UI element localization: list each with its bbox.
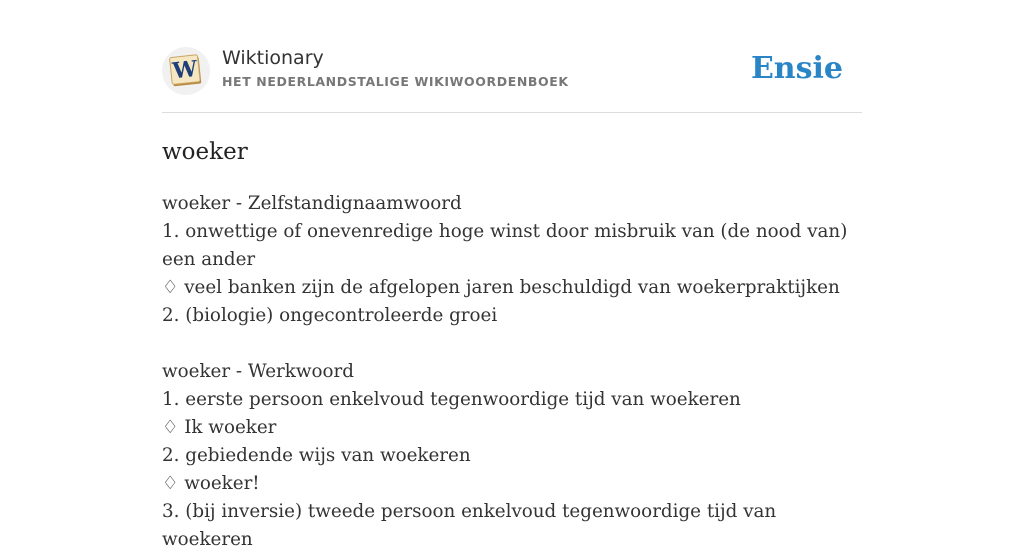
section-spacer (162, 330, 862, 358)
example-line: ♢ veel banken zijn de afgelopen jaren beschuldigd van woekerpraktijken (162, 277, 840, 298)
wiktionary-logo-icon[interactable] (162, 47, 210, 95)
definition-line: 2. (biologie) ongecontroleerde groei (162, 305, 498, 326)
example-line: ♢ Ik woeker (162, 417, 277, 438)
definition-line: 1. eerste persoon enkelvoud tegenwoordige tijd van woekeren (162, 389, 741, 410)
page (162, 0, 862, 550)
page-title: woeker (162, 139, 248, 165)
section-heading: woeker - Zelfstandignaamwoord (162, 193, 462, 214)
definition-section-noun (162, 190, 862, 330)
site-header (162, 0, 862, 113)
ensie-brand-link[interactable]: Ensie (750, 51, 843, 86)
definition-line: 3. (bij inversie) tweede persoon enkelvoud tegenwoordige tijd van woekeren (162, 501, 777, 550)
definition-line: 1. onwettige of onevenredige hoge winst door misbruik van (de nood van) een ander (162, 221, 848, 270)
site-title[interactable]: Wiktionary (222, 47, 324, 69)
site-subtitle: HET NEDERLANDSTALIGE WIKIWOORDENBOEK (222, 74, 569, 89)
definition-line: 2. gebiedende wijs van woekeren (162, 445, 471, 466)
definition-section-verb (162, 358, 862, 554)
svg-text:W: W (171, 55, 199, 85)
example-line: ♢ woeker! (162, 473, 260, 494)
definitions (162, 190, 862, 554)
section-heading: woeker - Werkwoord (162, 361, 354, 382)
